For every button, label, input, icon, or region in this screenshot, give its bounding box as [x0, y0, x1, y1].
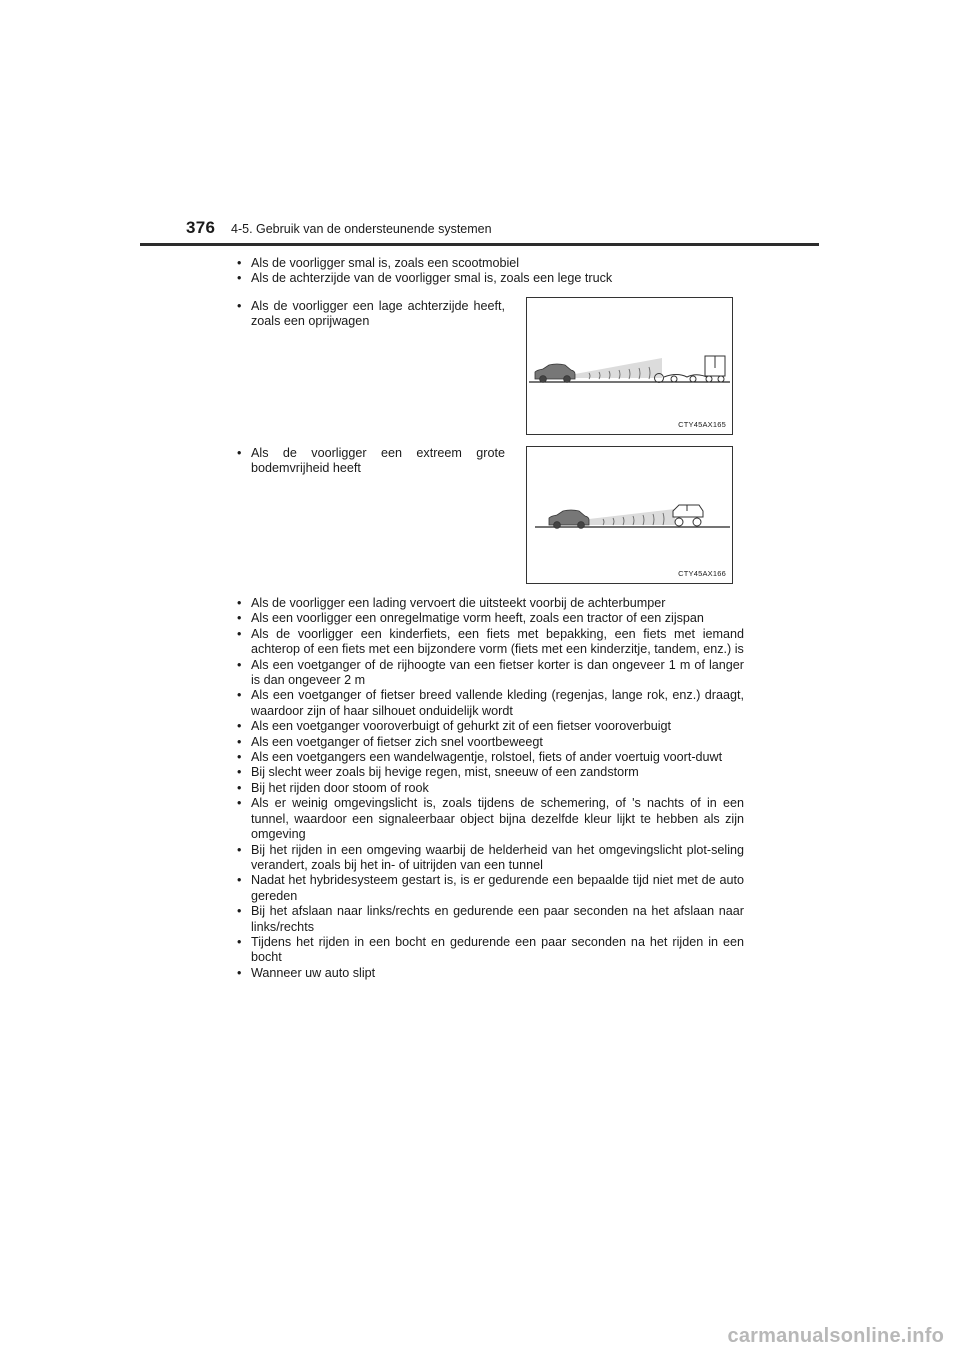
car-icon [535, 364, 575, 382]
truck-icon [705, 356, 725, 382]
list-item: • Als er weinig omgevingslicht is, zoals tijdens de schemering, of 's nachts of in een tunnel, waardoor een signaleerbaar object bijna dezelfde kleur lijkt te hebben als zijn omgeving [237, 796, 744, 842]
list-item: • Als de voorligger een extreem grote bodemvrijheid heeft [237, 446, 505, 477]
list-item: • Bij slecht weer zoals bij hevige regen, mist, sneeuw of een zandstorm [237, 765, 744, 780]
watermark: carmanualsonline.info [727, 1325, 944, 1347]
bullet-list-figure-1 [237, 299, 505, 330]
list-item: • Als de voorligger een lage achterzijde heeft, zoals een oprijwagen [237, 299, 505, 330]
suv-icon [673, 505, 703, 526]
page-number: 376 [186, 218, 216, 237]
figure-code: CTY45AX166 [678, 569, 726, 578]
illustration-car-high-vehicle [527, 447, 732, 583]
list-item: • Als de voorligger een kinderfiets, een fiets met bepakking, een fiets met iemand achterop of een fiets met een bijzondere vorm (fiets met een kinderzitje, tandem, enz.) is [237, 627, 744, 658]
list-item: • Als de voorligger een lading vervoert die uitsteekt voorbij de achterbumper [237, 596, 744, 611]
list-item: • Bij het afslaan naar links/rechts en gedurende een paar seconden na het afslaan naar links/rechts [237, 904, 744, 935]
list-item: • Wanneer uw auto slipt [237, 966, 744, 981]
list-item: • Als een voetgangers een wandelwagentje, rolstoel, fiets of ander voertuig voort-duwt [237, 750, 744, 765]
list-item: • Nadat het hybridesysteem gestart is, is er gedurende een bepaalde tijd niet met de auto gereden [237, 873, 744, 904]
list-item: • Bij het rijden door stoom of rook [237, 781, 744, 796]
figure-low-rear-vehicle [526, 297, 733, 435]
list-item: • Als een voetganger vooroverbuigt of gehurkt zit of een fietser vooroverbuigt [237, 719, 744, 734]
list-item: • Als een voetganger of de rijhoogte van een fietser korter is dan ongeveer 1 m of langer is dan ongeveer 2 m [237, 658, 744, 689]
list-item: • Als een voetganger of fietser breed vallende kleding (regenjas, lange rok, enz.) draagt, waardoor zijn of haar silhouet onduidelijk wordt [237, 688, 744, 719]
bullet-list-top [237, 256, 743, 287]
list-item: • Als de voorligger smal is, zoals een scootmobiel [237, 256, 743, 271]
figure-code: CTY45AX165 [678, 420, 726, 429]
header-divider [140, 243, 819, 246]
figure-high-clearance-vehicle [526, 446, 733, 584]
trailer-icon [655, 374, 710, 383]
bullet-list-main [237, 596, 744, 981]
list-item: • Als een voorligger een onregelmatige vorm heeft, zoals een tractor of een zijspan [237, 611, 744, 626]
illustration-car-trailer-truck [527, 298, 732, 434]
bullet-list-figure-2 [237, 446, 505, 477]
list-item: • Bij het rijden in een omgeving waarbij de helderheid van het omgevingslicht plot-seling verandert, zoals bij het in- of uitrijden van een tunnel [237, 843, 744, 874]
radar-beam [589, 509, 675, 525]
list-item: • Tijdens het rijden in een bocht en gedurende een paar seconden na het rijden in een bocht [237, 935, 744, 966]
car-icon [549, 510, 589, 528]
section-title: 4-5. Gebruik van de ondersteunende systemen [231, 222, 492, 236]
list-item: • Als een voetganger of fietser zich snel voortbeweegt [237, 735, 744, 750]
list-item: • Als de achterzijde van de voorligger smal is, zoals een lege truck [237, 271, 743, 286]
